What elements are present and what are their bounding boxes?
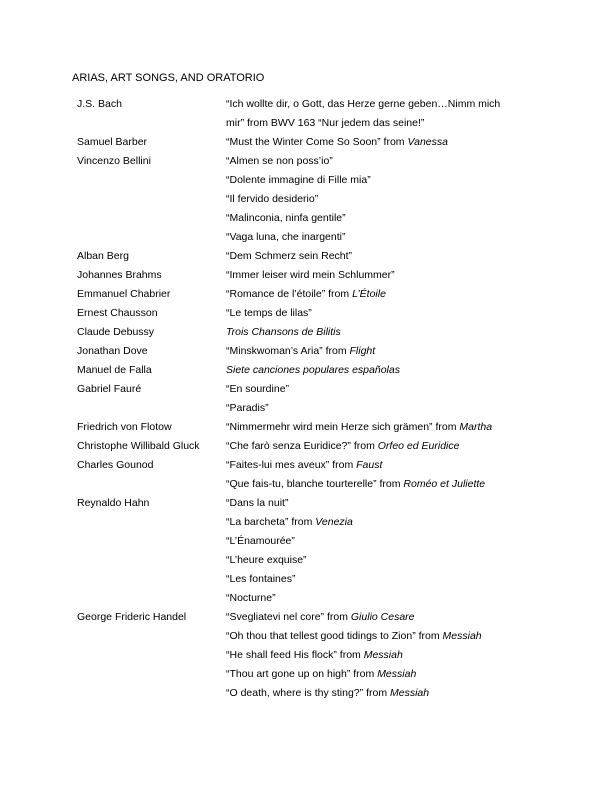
repertoire-row (0, 456, 612, 475)
work-line (226, 247, 526, 266)
section-heading: ARIAS, ART SONGS, AND ORATORIO (72, 72, 265, 84)
work-title: “Il fervido desiderio” (226, 193, 319, 205)
work-entry (226, 646, 526, 665)
work-title: “Oh thou that tellest good tidings to Zion” (226, 630, 416, 642)
work-entry (226, 684, 526, 703)
repertoire-row (0, 209, 612, 228)
work-entry (226, 95, 526, 133)
work-title: “La barcheta” (226, 516, 289, 528)
work-title: “Dans la nuit” (226, 497, 289, 509)
repertoire-row (0, 665, 612, 684)
work-entry (226, 209, 526, 228)
work-title: “Les fontaines” (226, 573, 296, 585)
work-line (226, 190, 526, 209)
work-source: Faust (356, 459, 383, 471)
work-line (226, 418, 526, 437)
work-source: Venezia (315, 516, 353, 528)
work-source: L’Étoile (352, 288, 386, 300)
composer-name: Gabriel Fauré (77, 383, 142, 395)
work-line (226, 456, 526, 475)
composer-name: Claude Debussy (77, 326, 155, 338)
work-connector: from (288, 516, 316, 528)
work-connector: from (363, 687, 390, 699)
work-source: Siete canciones populares españolas (226, 364, 400, 376)
work-line (226, 133, 526, 152)
composer-name: Christophe Willibald Gluck (77, 440, 200, 452)
composer-name: Charles Gounod (77, 459, 154, 471)
work-line (226, 646, 526, 665)
work-title: “Must the Winter Come So Soon” (226, 136, 381, 148)
repertoire-row (0, 190, 612, 209)
work-line (226, 285, 526, 304)
composer-name: Manuel de Falla (77, 364, 152, 376)
work-entry (226, 627, 526, 646)
work-entry (226, 475, 526, 494)
work-source: Vanessa (407, 136, 448, 148)
repertoire-row (0, 494, 612, 513)
composer-name: Reynaldo Hahn (77, 497, 150, 509)
repertoire-row (0, 304, 612, 323)
work-connector: from (322, 345, 350, 357)
work-source: Messiah (377, 668, 417, 680)
work-line (226, 589, 526, 608)
repertoire-row (0, 228, 612, 247)
work-entry (226, 608, 526, 627)
work-title: “L’heure exquise” (226, 554, 307, 566)
work-line (226, 513, 526, 532)
repertoire-row (0, 247, 612, 266)
repertoire-row (0, 646, 612, 665)
composer-name: J.S. Bach (77, 98, 122, 110)
work-source: Flight (349, 345, 376, 357)
work-source: Messiah (442, 630, 482, 642)
work-title-continued: mir” from BWV 163 “Nur jedem das seine!” (226, 117, 425, 129)
composer-name: George Frideric Handel (77, 611, 187, 623)
repertoire-row (0, 380, 612, 399)
work-line (226, 152, 526, 171)
repertoire-row (0, 152, 612, 171)
work-title: “Le temps de lilas” (226, 307, 312, 319)
work-title: “Nimmermehr wird mein Herze sich grämen” (226, 421, 433, 433)
work-line (226, 266, 526, 285)
work-entry (226, 437, 526, 456)
repertoire-row (0, 475, 612, 494)
repertoire-row (0, 285, 612, 304)
repertoire-row (0, 570, 612, 589)
work-title: “O death, where is thy sting?” (226, 687, 364, 699)
work-line (226, 475, 526, 494)
work-connector: from (324, 611, 351, 623)
composer-name: Jonathan Dove (77, 345, 148, 357)
work-entry (226, 665, 526, 684)
work-title: “Faites-lui mes aveux” (226, 459, 330, 471)
repertoire-row (0, 323, 612, 342)
work-connector: from (350, 440, 378, 452)
work-title: “Almen se non poss’io” (226, 155, 333, 167)
work-entry (226, 247, 526, 266)
work-connector: from (336, 649, 364, 661)
work-entry (226, 152, 526, 171)
repertoire-row (0, 532, 612, 551)
work-line (226, 304, 526, 323)
work-entry (226, 342, 526, 361)
repertoire-row (0, 399, 612, 418)
work-line (226, 665, 526, 684)
work-entry (226, 418, 526, 437)
work-title: “Immer leiser wird mein Schlummer” (226, 269, 395, 281)
repertoire-list (0, 95, 612, 703)
work-line (226, 437, 526, 456)
work-line (226, 171, 526, 190)
composer-name: Vincenzo Bellini (77, 155, 151, 167)
work-line (226, 684, 526, 703)
work-connector: from (415, 630, 443, 642)
work-title: “Thou art gone up on high” (226, 668, 351, 680)
work-connector: from (376, 478, 404, 490)
repertoire-row (0, 361, 612, 380)
work-entry (226, 380, 526, 399)
work-source: Messiah (390, 687, 430, 699)
work-line (226, 532, 526, 551)
repertoire-row (0, 418, 612, 437)
composer-name: Alban Berg (77, 250, 129, 262)
work-title: “He shall feed His flock” (226, 649, 337, 661)
work-title: “Romance de l’étoile” (226, 288, 326, 300)
work-source: Trois Chansons de Bilitis (226, 326, 341, 338)
work-entry (226, 494, 526, 513)
work-line (226, 608, 526, 627)
work-title: “Dem Schmerz sein Recht” (226, 250, 353, 262)
work-entry (226, 190, 526, 209)
repertoire-row (0, 266, 612, 285)
work-entry (226, 532, 526, 551)
work-line (226, 494, 526, 513)
work-entry (226, 551, 526, 570)
work-entry (226, 570, 526, 589)
repertoire-row (0, 684, 612, 703)
work-line (226, 551, 526, 570)
repertoire-row (0, 627, 612, 646)
work-source: Giulio Cesare (350, 611, 415, 623)
repertoire-row (0, 171, 612, 190)
repertoire-row (0, 551, 612, 570)
repertoire-row (0, 133, 612, 152)
work-title: “Svegliatevi nel core” (226, 611, 325, 623)
repertoire-row (0, 437, 612, 456)
work-entry (226, 589, 526, 608)
work-entry (226, 513, 526, 532)
work-source: Roméo et Juliette (403, 478, 486, 490)
work-line (226, 95, 526, 114)
composer-name: Samuel Barber (77, 136, 148, 148)
work-title: “Ich wollte dir, o Gott, das Herze gerne geben…Nimm mich (226, 98, 501, 110)
work-line (226, 209, 526, 228)
work-source: Messiah (363, 649, 403, 661)
work-title: “Malinconia, ninfa gentile” (226, 212, 346, 224)
work-line (226, 342, 526, 361)
composer-name: Johannes Brahms (77, 269, 162, 281)
repertoire-row (0, 589, 612, 608)
work-connector: from (380, 136, 408, 148)
work-title: “En sourdine” (226, 383, 290, 395)
work-title: “L’Énamourée” (226, 535, 295, 547)
work-entry (226, 399, 526, 418)
work-connector: from (350, 668, 378, 680)
work-connector: from (329, 459, 357, 471)
work-entry (226, 228, 526, 247)
work-line (226, 323, 526, 342)
work-entry (226, 285, 526, 304)
work-entry (226, 456, 526, 475)
repertoire-row (0, 513, 612, 532)
work-line (226, 361, 526, 380)
work-entry (226, 266, 526, 285)
work-title: “Minskwoman’s Aria” (226, 345, 323, 357)
work-entry (226, 304, 526, 323)
work-entry (226, 323, 526, 342)
work-source: Martha (459, 421, 493, 433)
work-line (226, 627, 526, 646)
work-title: “Dolente immagine di Fille mia” (226, 174, 371, 186)
composer-name: Friedrich von Flotow (77, 421, 172, 433)
work-title: “Che farò senza Euridice?” (226, 440, 351, 452)
work-title: “Vaga luna, che inargenti” (226, 231, 346, 243)
work-line (226, 570, 526, 589)
work-entry (226, 133, 526, 152)
composer-name: Ernest Chausson (77, 307, 158, 319)
work-connector: from (325, 288, 353, 300)
repertoire-row (0, 95, 612, 133)
work-line (226, 399, 526, 418)
work-title: “Nocturne” (226, 592, 276, 604)
work-entry (226, 361, 526, 380)
work-source: Orfeo ed Euridice (377, 440, 460, 452)
work-line (226, 380, 526, 399)
composer-name: Emmanuel Chabrier (77, 288, 171, 300)
work-line (226, 228, 526, 247)
work-connector: from (432, 421, 460, 433)
work-title: “Que fais-tu, blanche tourterelle” (226, 478, 377, 490)
work-title: “Paradis” (226, 402, 269, 414)
work-entry (226, 171, 526, 190)
repertoire-row (0, 608, 612, 627)
repertoire-row (0, 342, 612, 361)
